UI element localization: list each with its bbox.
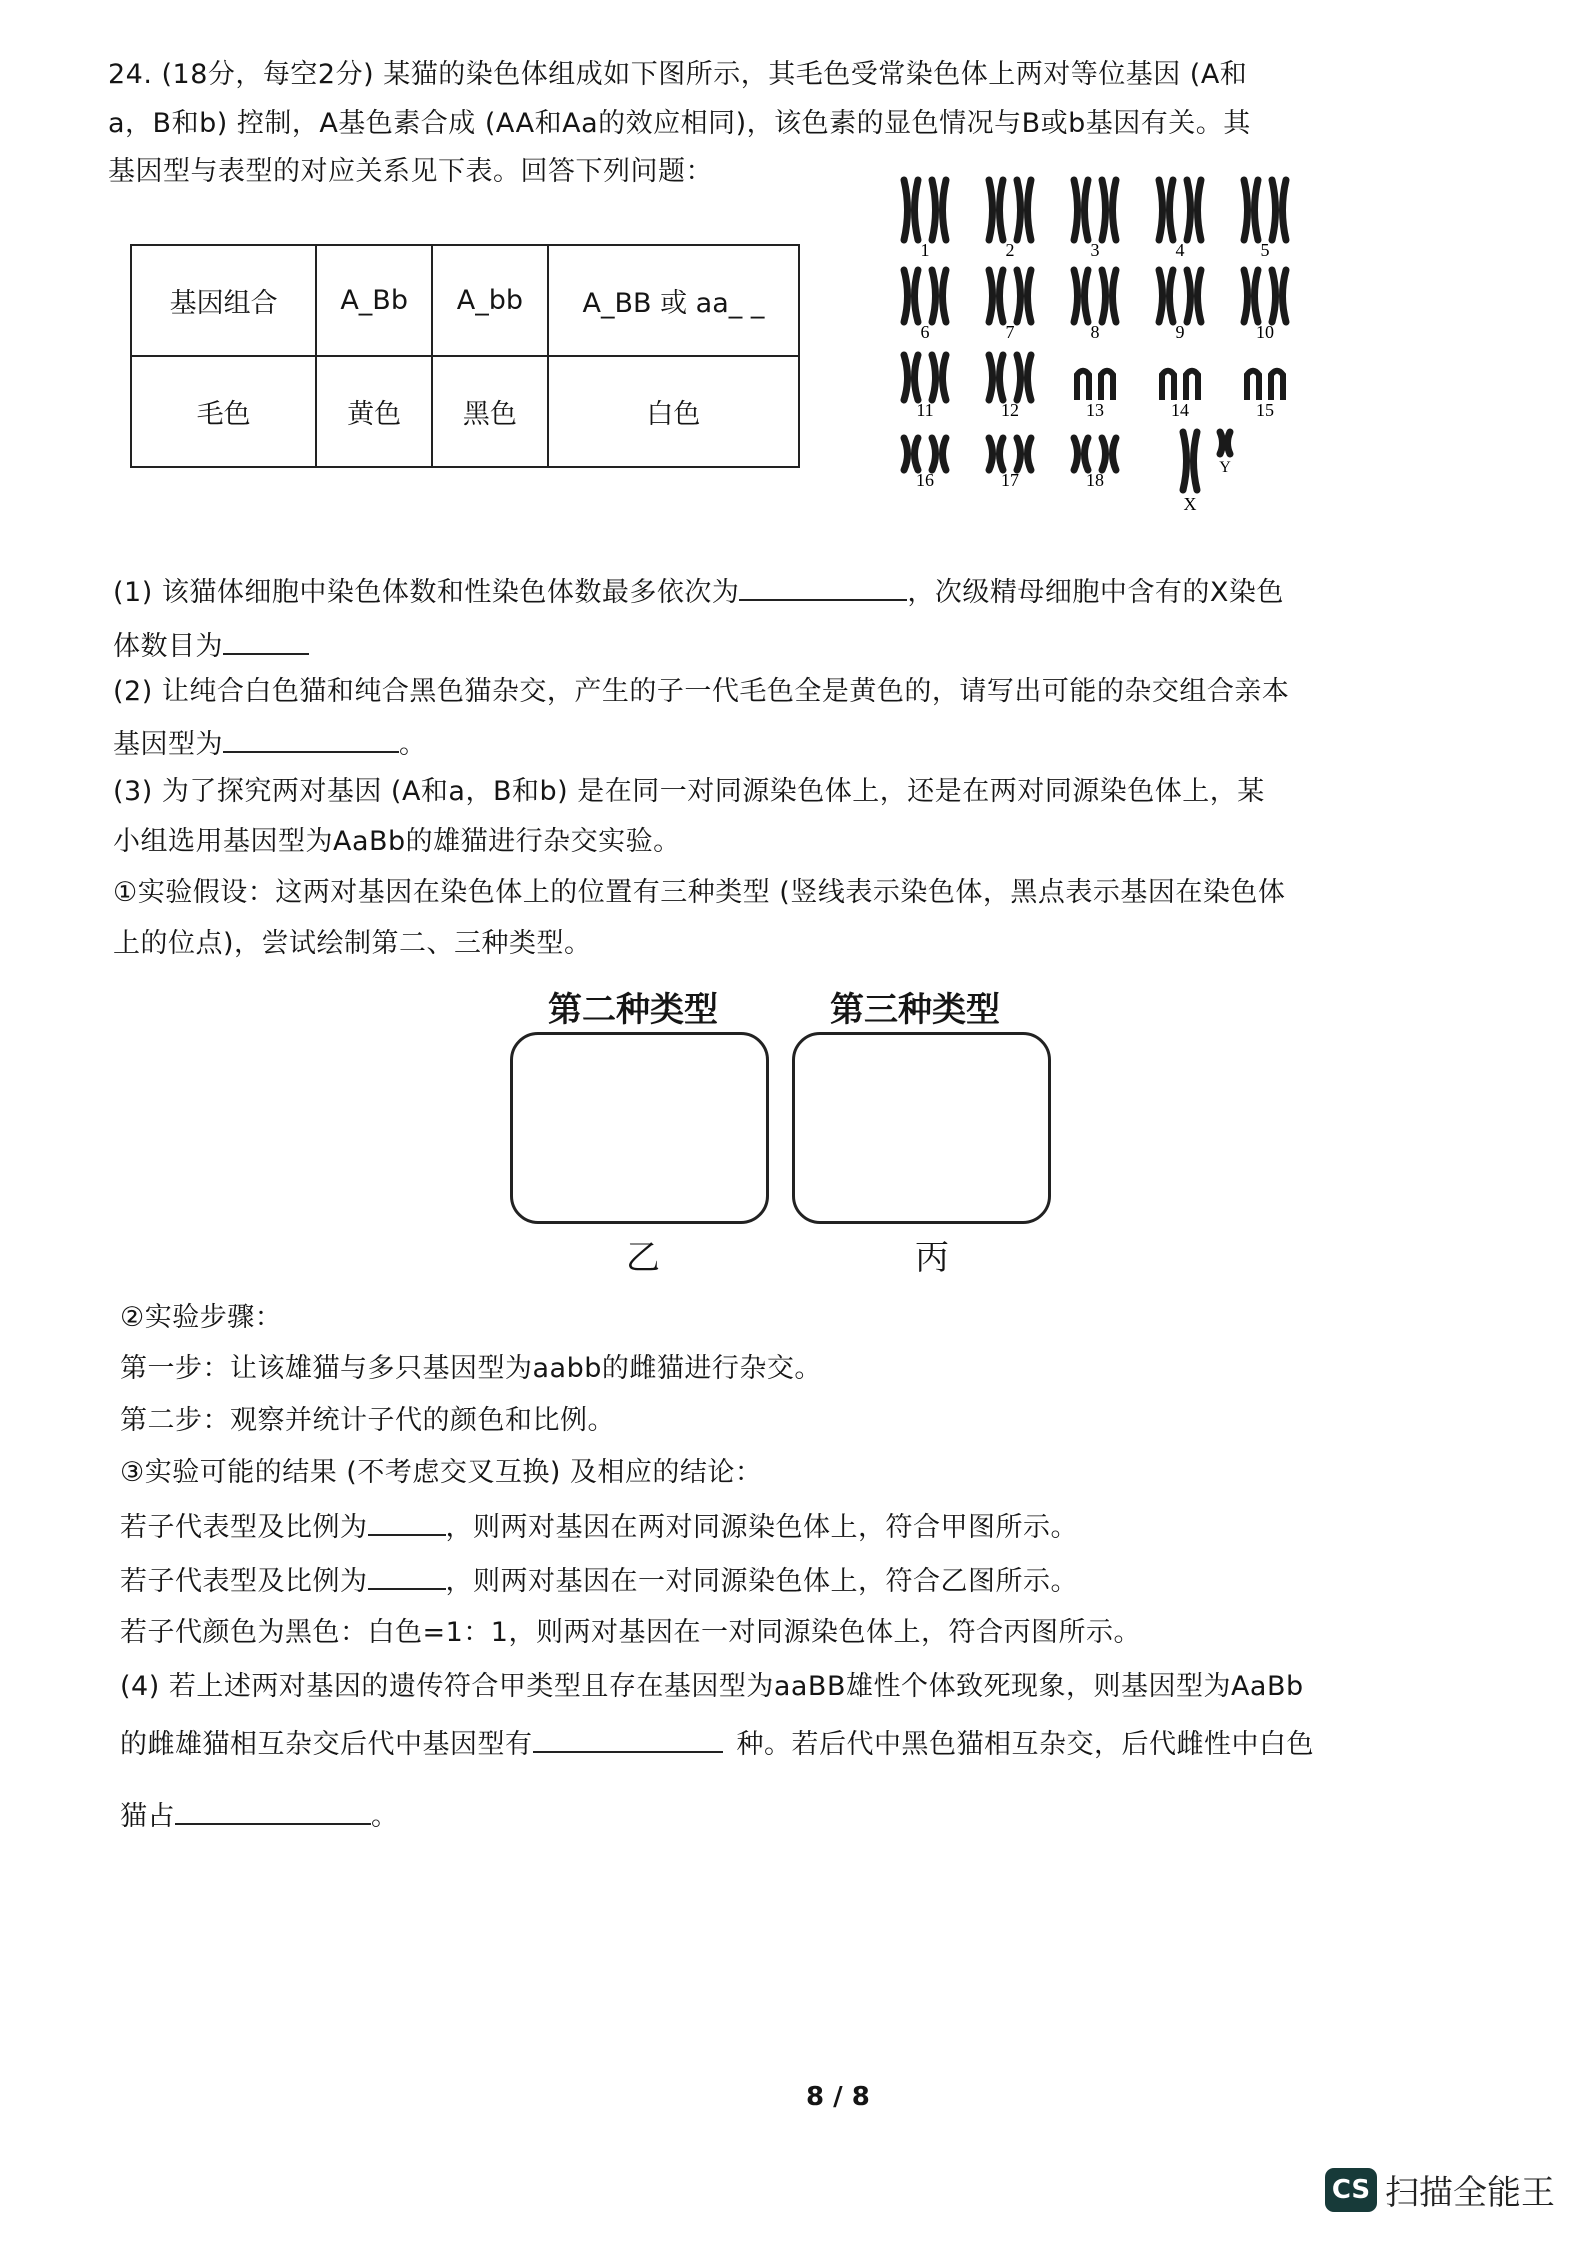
chromosome-number: 16 (916, 470, 934, 490)
chromosome-number: 10 (1256, 322, 1274, 342)
result3: 若子代颜色为黑色：白色=1：1，则两对基因在一对同源染色体上，符合丙图所示。 (120, 1617, 1141, 1648)
chromosome-pair-2 (989, 180, 1031, 260)
chromosome-number: 11 (916, 400, 934, 420)
type2-label: 乙 (626, 1238, 660, 1278)
table-cell: A_Bb (316, 245, 432, 356)
type3-drawing-box[interactable] (792, 1032, 1051, 1224)
step1: 第一步：让该雄猫与多只基因型为aabb的雌猫进行杂交。 (120, 1353, 822, 1384)
step2: 第二步：观察并统计子代的颜色和比例。 (120, 1405, 615, 1436)
table-cell: 黄色 (316, 356, 432, 467)
q4-text-c: 猫占 (120, 1801, 175, 1832)
result2-text-b: ，则两对基因在一对同源染色体上，符合乙图所示。 (445, 1566, 1078, 1597)
answer-blank[interactable] (175, 1797, 371, 1825)
chromosome-pair-17 (989, 438, 1031, 490)
chromosome-pair-9 (1159, 270, 1201, 342)
chromosome-pair-11 (904, 355, 946, 420)
watermark-text: 扫描全能王 (1385, 2173, 1555, 2213)
chromosome-number: 17 (1001, 470, 1019, 490)
table-cell: A_BB 或 aa_ _ (548, 245, 799, 356)
answer-blank[interactable] (368, 1562, 446, 1590)
genotype-phenotype-table (130, 244, 800, 468)
chromosome-number: 5 (1260, 240, 1270, 260)
x-label: X (1183, 494, 1197, 514)
karyotype-figure (880, 170, 1320, 530)
q1-line2 (113, 627, 309, 664)
q3-line2: 小组选用基因型为AaBb的雄猫进行杂交实验。 (113, 826, 681, 857)
chromosome-pair-18 (1074, 438, 1116, 490)
result1 (120, 1508, 1078, 1545)
q4-line3 (120, 1797, 399, 1834)
results-title: ③实验可能的结果 (不考虑交叉互换) 及相应的结论： (120, 1457, 763, 1488)
steps-title: ②实验步骤： (120, 1302, 283, 1333)
chromosome-pair-15 (1247, 371, 1283, 420)
question-header-line2: a，B和b) 控制，A基色素合成 (AA和Aa的效应相同)，该色素的显色情况与B或b基因有关。其 (108, 108, 1251, 139)
q3-hypothesis-line2: 上的位点)，尝试绘制第二、三种类型。 (113, 928, 592, 959)
chromosome-number: 9 (1175, 322, 1185, 342)
answer-blank[interactable] (223, 725, 399, 753)
chromosome-number: 18 (1086, 470, 1104, 490)
question-header-line1: 24. (18分，每空2分) 某猫的染色体组成如下图所示，其毛色受常染色体上两对等位基因 (A和 (108, 59, 1248, 90)
type2-title: 第二种类型 (548, 990, 718, 1030)
type2-drawing-box[interactable] (510, 1032, 769, 1224)
type3-title: 第三种类型 (830, 990, 1000, 1030)
q1-text-a: (1) 该猫体细胞中染色体数和性染色体数最多依次为 (113, 577, 740, 608)
chromosome-number: 12 (1001, 400, 1019, 420)
chromosome-number: 1 (920, 240, 930, 260)
q1-text-b: ，次级精母细胞中含有的X染色 (907, 577, 1284, 608)
q2-text: 基因型为 (113, 729, 223, 760)
sex-chromosome-y (1219, 432, 1231, 476)
answer-blank[interactable] (739, 573, 907, 601)
q4-line2 (120, 1725, 1314, 1762)
chromosome-pair-1 (904, 180, 946, 260)
q2-line2 (113, 725, 427, 762)
answer-blank[interactable] (368, 1508, 446, 1536)
chromosome-pair-13 (1077, 371, 1113, 420)
q1-text-c: 体数目为 (113, 631, 223, 662)
q2-end: 。 (399, 729, 427, 760)
chromosome-pair-7 (989, 270, 1031, 342)
answer-blank[interactable] (223, 627, 309, 655)
chromosome-pair-5 (1244, 180, 1286, 260)
chromosome-pair-16 (904, 438, 946, 490)
result1-text-a: 若子代表型及比例为 (120, 1512, 368, 1543)
q4-end: 。 (371, 1801, 399, 1832)
chromosome-number: 14 (1171, 400, 1189, 420)
camscanner-logo-icon: CS (1325, 2168, 1377, 2212)
chromosome-number: 13 (1086, 400, 1104, 420)
chromosome-number: 2 (1005, 240, 1015, 260)
result2 (120, 1562, 1078, 1599)
table-cell: 白色 (548, 356, 799, 467)
chromosome-number: 3 (1090, 240, 1100, 260)
chromosome-pair-8 (1074, 270, 1116, 342)
result2-text-a: 若子代表型及比例为 (120, 1566, 368, 1597)
question-header-line3: 基因型与表型的对应关系见下表。回答下列问题： (108, 156, 713, 187)
q1-line1 (113, 573, 1284, 610)
chromosome-pair-3 (1074, 180, 1116, 260)
chromosome-number: 15 (1256, 400, 1274, 420)
q3-hypothesis-line1: ①实验假设：这两对基因在染色体上的位置有三种类型 (竖线表示染色体，黑点表示基因在染色体 (113, 877, 1286, 908)
chromosome-number: 7 (1005, 322, 1015, 342)
answer-blank[interactable] (533, 1725, 723, 1753)
y-label: Y (1219, 459, 1231, 476)
chromosome-number: 4 (1175, 240, 1185, 260)
table-cell: 黑色 (432, 356, 548, 467)
table-row (131, 245, 799, 356)
chromosome-pair-12 (989, 355, 1031, 420)
result1-text-b: ，则两对基因在两对同源染色体上，符合甲图所示。 (445, 1512, 1078, 1543)
table-header-label: 基因组合 (131, 245, 316, 356)
type3-label: 丙 (915, 1238, 949, 1278)
table-cell: A_bb (432, 245, 548, 356)
chromosome-number: 6 (920, 322, 930, 342)
table-row (131, 356, 799, 467)
chromosome-pair-10 (1244, 270, 1286, 342)
chromosome-pair-14 (1162, 371, 1198, 420)
q4-text-b: 种。若后代中黑色猫相互杂交，后代雌性中白色 (736, 1729, 1314, 1760)
q4-text-a: 的雌雄猫相互杂交后代中基因型有 (120, 1729, 533, 1760)
q3-line1: (3) 为了探究两对基因 (A和a，B和b) 是在同一对同源染色体上，还是在两对同源染色体上，某 (113, 776, 1265, 807)
page-number: 8 / 8 (806, 2082, 870, 2112)
q4-line1: (4) 若上述两对基因的遗传符合甲类型且存在基因型为aaBB雄性个体致死现象，则基因型为AaBb (120, 1671, 1304, 1702)
sex-chromosome-x (1183, 432, 1197, 514)
chromosome-pair-6 (904, 270, 946, 342)
scanner-watermark (1325, 2165, 1555, 2214)
chromosome-number: 8 (1090, 322, 1100, 342)
table-row-label: 毛色 (131, 356, 316, 467)
q2-line1: (2) 让纯合白色猫和纯合黑色猫杂交，产生的子一代毛色全是黄色的，请写出可能的杂交组合亲本 (113, 676, 1290, 707)
chromosome-pair-4 (1159, 180, 1201, 260)
